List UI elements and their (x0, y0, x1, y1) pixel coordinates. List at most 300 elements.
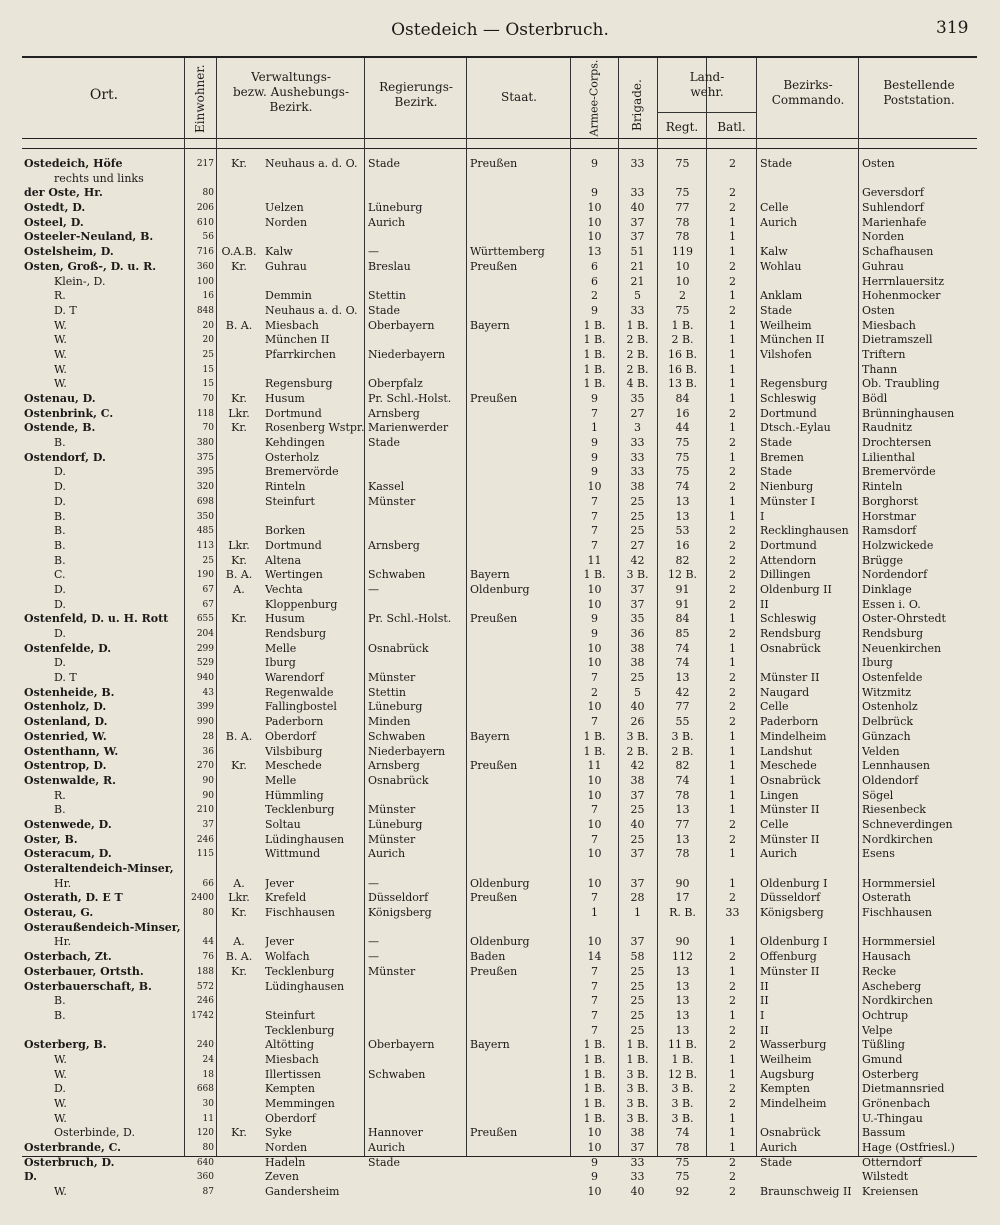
district-command: Nienburg (760, 480, 814, 494)
district-command: Anklam (760, 289, 803, 303)
admin-district: Kempten (265, 1082, 315, 1096)
landwehr-batl: 2 (729, 259, 736, 273)
landwehr-regt: 78 (675, 1141, 690, 1155)
table-row (0, 230, 1000, 245)
brigade: 27 (630, 406, 645, 420)
table-row (0, 745, 1000, 760)
gov-district: Niederbayern (368, 744, 446, 758)
brigade: 38 (630, 773, 645, 787)
brigade: 36 (630, 627, 645, 640)
landwehr-batl: 2 (729, 979, 736, 993)
population: 20 (202, 335, 214, 346)
post-station: Lilienthal (862, 450, 916, 464)
table-row (0, 172, 1000, 187)
place-name: Osteeler-Neuland, B. (24, 230, 154, 244)
admin-district: Dortmund (265, 406, 322, 420)
brigade: 37 (630, 847, 645, 861)
army-corps: 14 (587, 950, 602, 964)
population: 44 (202, 937, 214, 948)
place-name: W. (54, 347, 67, 361)
landwehr-regt: 74 (675, 480, 690, 494)
landwehr-batl: 33 (725, 906, 740, 920)
state: Oldenburg (470, 582, 530, 596)
table-row (0, 950, 1000, 965)
landwehr-regt: 82 (675, 759, 690, 773)
admin-district: Rinteln (265, 480, 306, 494)
post-station: Marienhafe (862, 215, 927, 229)
district-command: Wasserburg (760, 1038, 827, 1052)
population: 940 (196, 673, 214, 684)
state: Oldenburg (470, 935, 530, 949)
landwehr-regt: 13 (675, 994, 690, 1008)
gov-district: Hannover (368, 1126, 423, 1140)
army-corps: 10 (587, 773, 602, 787)
landwehr-regt: 3 B. (671, 1097, 694, 1110)
gov-district: Marienwerder (368, 421, 449, 435)
landwehr-regt: 119 (672, 245, 693, 259)
admin-district: Tecklenburg (265, 964, 335, 978)
post-station: Brügge (862, 553, 904, 567)
table-row (0, 436, 1000, 451)
table-row (0, 935, 1000, 950)
landwehr-batl: 1 (729, 392, 736, 405)
post-station: Dietmannsried (862, 1082, 945, 1096)
brigade: 35 (630, 392, 645, 405)
brigade: 4 B. (626, 377, 649, 391)
army-corps: 1 B. (583, 568, 606, 582)
gov-district: Stade (368, 1155, 401, 1169)
place-name: Oster, B. (24, 832, 78, 846)
table-row (0, 862, 1000, 877)
population: 30 (202, 1099, 214, 1109)
brigade: 25 (630, 964, 645, 978)
population: 15 (202, 364, 214, 375)
place-name: Ostenau, D. (24, 392, 96, 405)
army-corps: 10 (587, 935, 602, 949)
district-command: Stade (760, 436, 793, 450)
table-row (0, 568, 1000, 583)
landwehr-batl: 1 (729, 347, 736, 361)
district-command: Dillingen (760, 568, 811, 582)
landwehr-batl: 1 (729, 803, 736, 817)
landwehr-batl: 1 (729, 1111, 736, 1125)
population: 66 (202, 878, 214, 889)
army-corps: 1 B. (583, 1067, 606, 1081)
landwehr-regt: R. B. (669, 906, 696, 920)
gov-district: Pr. Schl.-Holst. (368, 612, 452, 626)
population: 18 (202, 1069, 214, 1080)
landwehr-rule (657, 112, 756, 113)
admin-district: Iburg (265, 656, 296, 670)
col-header-landwehr: Land- wehr. (689, 70, 725, 99)
district-command: Celle (760, 817, 789, 831)
district-command: Kalw (760, 245, 788, 259)
landwehr-batl: 2 (729, 524, 736, 538)
army-corps: 10 (587, 700, 602, 714)
gov-district: Stade (368, 303, 401, 317)
army-corps: 9 (591, 465, 598, 479)
population: 270 (196, 761, 214, 772)
col-header-brigade: Brigade. (630, 79, 644, 131)
brigade: 5 (634, 685, 641, 699)
district-command: Attendorn (760, 553, 817, 567)
table-row (0, 803, 1000, 818)
army-corps: 1 B. (583, 362, 606, 376)
gov-district: Aurich (368, 847, 406, 861)
table-row (0, 539, 1000, 554)
place-name: W. (54, 362, 67, 376)
brigade: 42 (630, 759, 645, 773)
place-name: Hr. (54, 876, 72, 890)
landwehr-batl: 1 (729, 641, 736, 655)
post-station: Oldendorf (862, 773, 919, 787)
gov-district: Schwaben (368, 729, 426, 743)
brigade: 3 B. (626, 1082, 649, 1096)
brigade: 2 B. (626, 333, 649, 347)
place-name: D. (54, 582, 66, 596)
landwehr-regt: 2 B. (671, 333, 694, 347)
landwehr-regt: 13 (675, 1023, 690, 1037)
landwehr-batl: 2 (729, 538, 736, 552)
district-command: Offenburg (760, 950, 817, 964)
landwehr-regt: 90 (675, 935, 690, 949)
landwehr-batl: 2 (729, 671, 736, 685)
population: 206 (196, 203, 214, 214)
district-command: Recklinghausen (760, 524, 849, 538)
gov-district: Osnabrück (368, 641, 429, 655)
brigade: 3 B. (626, 1097, 649, 1110)
brigade: 35 (630, 612, 645, 626)
population: 668 (196, 1084, 214, 1095)
landwehr-batl: 1 (729, 421, 736, 435)
landwehr-batl: 1 (729, 215, 736, 229)
post-station: Riesenbeck (862, 803, 926, 817)
landwehr-batl: 2 (729, 817, 736, 831)
place-name: D. (54, 656, 66, 670)
landwehr-regt: 75 (675, 1170, 690, 1184)
place-name: Osterau, G. (24, 906, 94, 920)
table-row (0, 186, 1000, 201)
landwehr-batl: 2 (729, 950, 736, 964)
population: 350 (196, 511, 214, 522)
army-corps: 1 B. (583, 1038, 606, 1052)
landwehr-batl: 2 (729, 891, 736, 905)
landwehr-regt: 75 (675, 450, 690, 464)
gov-district: Stettin (368, 685, 406, 699)
place-name: B. (54, 524, 66, 538)
table-row (0, 304, 1000, 319)
admin-type: B. A. (225, 318, 253, 332)
district-command: Braunschweig II (760, 1185, 852, 1199)
district-command: Augsburg (760, 1067, 815, 1081)
post-station: Drochtersen (862, 436, 932, 450)
place-name: Osteraußendeich-Minser, (24, 920, 181, 934)
brigade: 37 (630, 935, 645, 949)
post-station: Raudnitz (862, 421, 913, 435)
landwehr-regt: 42 (675, 685, 690, 699)
place-name: B. (54, 1008, 66, 1022)
district-command: Schleswig (760, 392, 817, 405)
landwehr-batl: 1 (729, 612, 736, 626)
population: 80 (202, 1143, 214, 1154)
army-corps: 13 (587, 245, 602, 259)
place-name: Ostenried, W. (24, 729, 107, 743)
place-name: Hr. (54, 935, 72, 949)
gov-district: — (368, 582, 379, 596)
post-station: Nordendorf (862, 568, 928, 582)
table-row (0, 554, 1000, 569)
brigade: 40 (630, 201, 645, 215)
admin-district: Husum (265, 392, 305, 405)
gov-district: Minden (368, 715, 411, 729)
brigade: 40 (630, 1185, 645, 1199)
place-table (0, 157, 1000, 1200)
brigade: 3 B. (626, 1111, 649, 1125)
brigade: 25 (630, 803, 645, 817)
admin-type: Lkr. (228, 406, 250, 420)
army-corps: 10 (587, 788, 602, 802)
post-station: Esens (862, 847, 895, 861)
table-row (0, 730, 1000, 745)
admin-district: Vilsbiburg (265, 744, 323, 758)
gov-district: Stettin (368, 289, 406, 303)
post-station: Günzach (862, 729, 911, 743)
district-command: Stade (760, 465, 793, 479)
table-row (0, 421, 1000, 436)
landwehr-regt: 82 (675, 553, 690, 567)
district-command: Oldenburg II (760, 582, 832, 596)
district-command: Aurich (760, 847, 798, 861)
gov-district: Stade (368, 157, 401, 170)
landwehr-regt: 75 (675, 186, 690, 200)
population: 1742 (191, 1010, 214, 1021)
district-command: I (760, 1008, 765, 1022)
population: 115 (196, 849, 214, 860)
place-name: Ostenfeld, D. u. H. Rott (24, 612, 169, 626)
population: 90 (202, 775, 214, 786)
admin-district: Zeven (265, 1170, 299, 1184)
landwehr-batl: 1 (729, 450, 736, 464)
post-station: Hage (Ostfriesl.) (862, 1141, 955, 1155)
landwehr-batl: 2 (729, 1082, 736, 1096)
post-station: Hormmersiel (862, 876, 936, 890)
brigade: 38 (630, 656, 645, 670)
army-corps: 10 (587, 1126, 602, 1140)
district-command: Münster I (760, 494, 816, 508)
admin-district: Uelzen (265, 201, 304, 215)
admin-district: Steinfurt (265, 494, 315, 508)
brigade: 38 (630, 641, 645, 655)
population: 380 (196, 438, 214, 449)
landwehr-regt: 13 (675, 803, 690, 817)
gov-district: Arnsberg (368, 759, 420, 773)
gov-district: Düsseldorf (368, 891, 429, 905)
table-row (0, 686, 1000, 701)
army-corps: 1 B. (583, 1052, 606, 1066)
post-station: Norden (862, 230, 905, 244)
post-station: Osterberg (862, 1067, 919, 1081)
landwehr-batl: 1 (729, 1126, 736, 1140)
landwehr-regt: 13 (675, 979, 690, 993)
district-command: Münster II (760, 832, 820, 846)
district-command: Osnabrück (760, 641, 821, 655)
population: 70 (202, 423, 214, 434)
admin-district: Fischhausen (265, 906, 336, 920)
army-corps: 6 (591, 259, 598, 273)
place-name: Ostenbrink, C. (24, 406, 114, 420)
gov-district: Aurich (368, 1141, 406, 1155)
place-name: D. (54, 627, 66, 640)
population: 990 (196, 717, 214, 728)
district-command: Weilheim (760, 1052, 812, 1066)
district-command: Mindelheim (760, 729, 827, 743)
army-corps: 1 (591, 906, 598, 920)
population: 90 (202, 790, 214, 801)
admin-district: Dortmund (265, 538, 322, 552)
post-station: Ostenholz (862, 700, 918, 714)
brigade: 37 (630, 597, 645, 611)
brigade: 37 (630, 230, 645, 244)
population: 848 (196, 305, 214, 316)
landwehr-batl: 2 (729, 685, 736, 699)
admin-district: Rosenberg Wstpr. (265, 421, 365, 435)
army-corps: 11 (587, 759, 602, 773)
state: Preußen (470, 259, 518, 273)
table-row (0, 407, 1000, 422)
landwehr-regt: 91 (675, 597, 690, 611)
landwehr-batl: 1 (729, 245, 736, 259)
landwehr-batl: 1 (729, 1052, 736, 1066)
army-corps: 7 (591, 406, 598, 420)
col-header-post: Bestellende Poststation. (883, 78, 955, 107)
admin-district: München II (265, 333, 330, 347)
table-row (0, 201, 1000, 216)
landwehr-batl: 2 (729, 597, 736, 611)
admin-district: Regensburg (265, 377, 333, 391)
gov-district: Arnsberg (368, 538, 420, 552)
post-station: Hausach (862, 950, 911, 964)
place-name: W. (54, 1097, 67, 1110)
brigade: 40 (630, 700, 645, 714)
state: Bayern (470, 568, 510, 582)
landwehr-regt: 75 (675, 1155, 690, 1169)
landwehr-regt: 12 B. (667, 568, 698, 582)
gov-district: Münster (368, 964, 416, 978)
admin-type: Lkr. (228, 538, 250, 552)
table-row (0, 1185, 1000, 1200)
post-station: Oster-Ohrstedt (862, 612, 946, 626)
landwehr-batl: 2 (729, 436, 736, 450)
brigade: 33 (630, 1155, 645, 1169)
army-corps: 9 (591, 186, 598, 200)
landwehr-batl: 1 (729, 362, 736, 376)
army-corps: 10 (587, 201, 602, 215)
gov-district: Schwaben (368, 1067, 426, 1081)
place-name: Osterbinde, D. (54, 1126, 135, 1140)
landwehr-regt: 3 B. (671, 729, 694, 743)
place-name: Osteel, D. (24, 215, 84, 229)
population: 80 (202, 188, 214, 199)
post-station: Osten (862, 303, 895, 317)
landwehr-batl: 1 (729, 509, 736, 523)
district-command: Bremen (760, 450, 804, 464)
brigade: 33 (630, 1170, 645, 1184)
army-corps: 1 B. (583, 377, 606, 391)
brigade: 1 B. (626, 318, 649, 332)
state: Württemberg (470, 245, 545, 259)
table-row (0, 789, 1000, 804)
landwehr-regt: 74 (675, 1126, 690, 1140)
admin-district: Tecklenburg (265, 1023, 335, 1037)
landwehr-regt: 16 (675, 406, 690, 420)
landwehr-regt: 13 (675, 509, 690, 523)
landwehr-regt: 77 (675, 817, 690, 831)
admin-district: Regenwalde (265, 685, 334, 699)
army-corps: 7 (591, 979, 598, 993)
admin-district: Soltau (265, 817, 301, 831)
table-row (0, 319, 1000, 334)
landwehr-regt: 84 (675, 612, 690, 626)
col-header-batl: Batl. (717, 120, 746, 134)
landwehr-batl: 1 (729, 377, 736, 391)
landwehr-regt: 16 B. (667, 362, 698, 376)
place-name: D. (54, 480, 66, 494)
admin-district: Oberdorf (265, 729, 316, 743)
col-header-ort: Ort. (89, 87, 119, 103)
place-name: Ostentrop, D. (24, 759, 107, 773)
place-name: Osteracum, D. (24, 847, 112, 861)
army-corps: 9 (591, 1155, 598, 1169)
landwehr-batl: 2 (729, 186, 736, 200)
place-name: D. (54, 494, 66, 508)
admin-district: Meschede (265, 759, 322, 773)
table-row (0, 1170, 1000, 1185)
table-row (0, 510, 1000, 525)
admin-district: Kehdingen (265, 436, 325, 450)
army-corps: 7 (591, 494, 598, 508)
landwehr-batl: 1 (729, 318, 736, 332)
district-command: Dortmund (760, 538, 817, 552)
army-corps: 7 (591, 803, 598, 817)
post-station: Nordkirchen (862, 994, 933, 1008)
landwehr-regt: 77 (675, 700, 690, 714)
population: 395 (196, 467, 214, 478)
table-row (0, 921, 1000, 936)
district-command: Rendsburg (760, 627, 821, 640)
landwehr-regt: 1 B. (671, 1052, 694, 1066)
army-corps: 2 (591, 685, 598, 699)
district-command: Stade (760, 303, 793, 317)
army-corps: 1 B. (583, 1097, 606, 1110)
landwehr-regt: 78 (675, 215, 690, 229)
landwehr-batl: 1 (729, 935, 736, 949)
landwehr-regt: 92 (675, 1185, 690, 1199)
place-name: Ostendorf, D. (24, 450, 106, 464)
gov-district: Münster (368, 832, 416, 846)
district-command: Lingen (760, 788, 799, 802)
page-number: 319 (936, 18, 969, 38)
landwehr-batl: 2 (729, 1170, 736, 1184)
army-corps: 1 (591, 421, 598, 435)
population: 67 (202, 584, 214, 595)
army-corps: 1 B. (583, 347, 606, 361)
place-name: Ostenwede, D. (24, 817, 112, 831)
table-row (0, 465, 1000, 480)
admin-type: Kr. (231, 553, 247, 567)
gov-district: Niederbayern (368, 347, 446, 361)
admin-type: Kr. (231, 1126, 247, 1140)
brigade: 38 (630, 1126, 645, 1140)
